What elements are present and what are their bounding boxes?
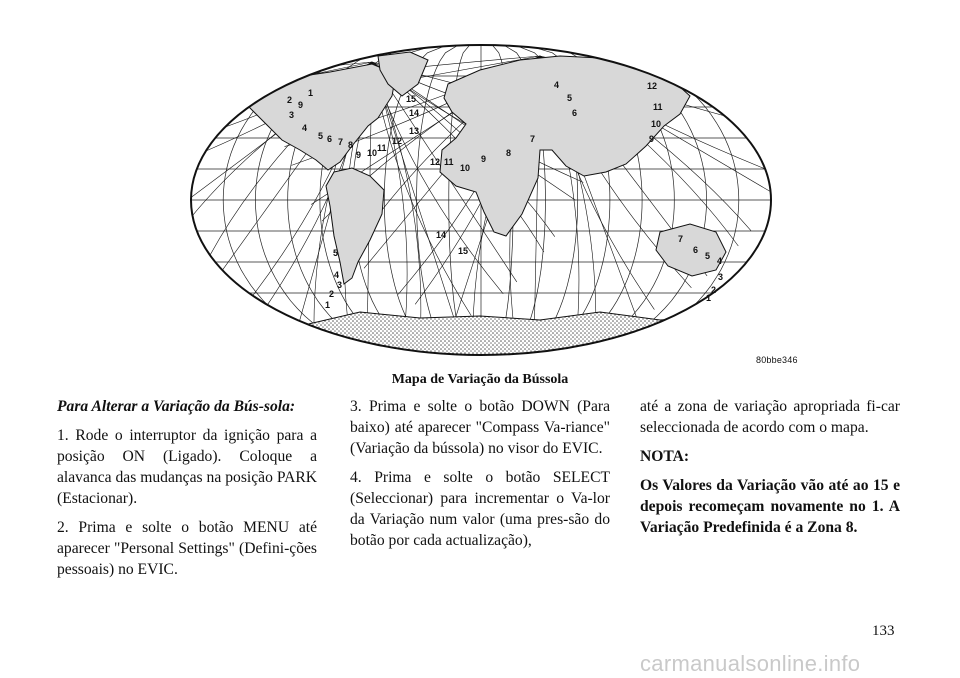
note-label: NOTA: xyxy=(640,448,690,465)
zone-label: 3 xyxy=(337,280,343,290)
zone-label: 1 xyxy=(308,88,314,98)
zone-label: 5 xyxy=(333,248,339,258)
zone-label: 7 xyxy=(530,134,536,144)
world-map-figure xyxy=(184,40,784,360)
watermark: carmanualsonline.info xyxy=(640,651,861,676)
column-3 xyxy=(640,396,900,546)
zone-label: 10 xyxy=(367,148,378,158)
zone-label: 6 xyxy=(327,134,333,144)
step-2: 2. Prima e solte o botão MENU até aparecer "Personal Settings" (Defini-ções pessoais) no EVIC. xyxy=(57,519,317,578)
zone-label: 9 xyxy=(481,154,487,164)
zone-label: 5 xyxy=(567,93,573,103)
step-1: 1. Rode o interruptor da ignição para a posição ON (Ligado). Coloque a alavanca das mudanças na posição PARK (Estacionar). xyxy=(57,427,317,507)
section-heading: Para Alterar a Variação da Bús-sola: xyxy=(57,398,296,415)
zone-label: 14 xyxy=(436,230,447,240)
column-1 xyxy=(57,396,317,588)
step-4: 4. Prima e solte o botão SELECT (Seleccionar) para incrementar o Va-lor da Variação num valor (uma pres-são do botão por cada actualização), xyxy=(350,469,610,549)
figure-caption: Mapa de Variação da Bússola xyxy=(391,372,569,387)
zone-label: 2 xyxy=(287,95,293,105)
zone-label: 6 xyxy=(572,108,578,118)
step-4-continued: até a zona de variação apropriada fi-car seleccionada de acordo com o mapa. xyxy=(640,398,900,436)
zone-label: 5 xyxy=(318,131,324,141)
zone-label: 4 xyxy=(334,270,340,280)
zone-label: 6 xyxy=(693,245,699,255)
note-text: Os Valores da Variação vão até ao 15 e depois recomeçam novamente no 1. A Variação Predefinida é a Zona 8. xyxy=(640,477,900,536)
figure-code: 80bbe346 xyxy=(756,355,798,365)
zone-label: 15 xyxy=(458,246,469,256)
zone-label: 12 xyxy=(430,157,441,167)
zone-label: 2 xyxy=(711,285,717,295)
zone-label: 8 xyxy=(506,148,512,158)
compass-variance-map xyxy=(184,40,784,360)
zone-label: 4 xyxy=(302,123,308,133)
page-number: 133 xyxy=(872,623,895,639)
zone-label: 7 xyxy=(338,137,344,147)
zone-label: 15 xyxy=(406,94,417,104)
zone-label: 2 xyxy=(329,289,335,299)
zone-label: 5 xyxy=(705,251,711,261)
zone-label: 12 xyxy=(647,81,658,91)
zone-label: 11 xyxy=(377,143,387,153)
antarctica xyxy=(191,312,771,360)
zone-label: 10 xyxy=(651,119,662,129)
column-2 xyxy=(350,396,610,559)
zone-label: 11 xyxy=(444,157,454,167)
zone-label: 9 xyxy=(298,100,304,110)
zone-label: 10 xyxy=(460,163,471,173)
zone-label: 4 xyxy=(554,80,560,90)
zone-label: 3 xyxy=(289,110,295,120)
zone-label: 7 xyxy=(678,234,684,244)
zone-label: 11 xyxy=(653,102,663,112)
zone-label: 14 xyxy=(409,108,420,118)
zone-label: 1 xyxy=(706,293,712,303)
zone-label: 1 xyxy=(325,300,331,310)
zone-label: 4 xyxy=(717,256,723,266)
zone-label: 9 xyxy=(649,134,655,144)
zone-label: 8 xyxy=(348,140,354,150)
zone-label: 9 xyxy=(356,150,362,160)
step-3: 3. Prima e solte o botão DOWN (Para baixo) até aparecer "Compass Va-riance" (Variação da bússola) no visor do EVIC. xyxy=(350,398,610,457)
zone-label: 13 xyxy=(409,126,420,136)
zone-label: 3 xyxy=(718,272,724,282)
zone-label: 12 xyxy=(392,136,403,146)
